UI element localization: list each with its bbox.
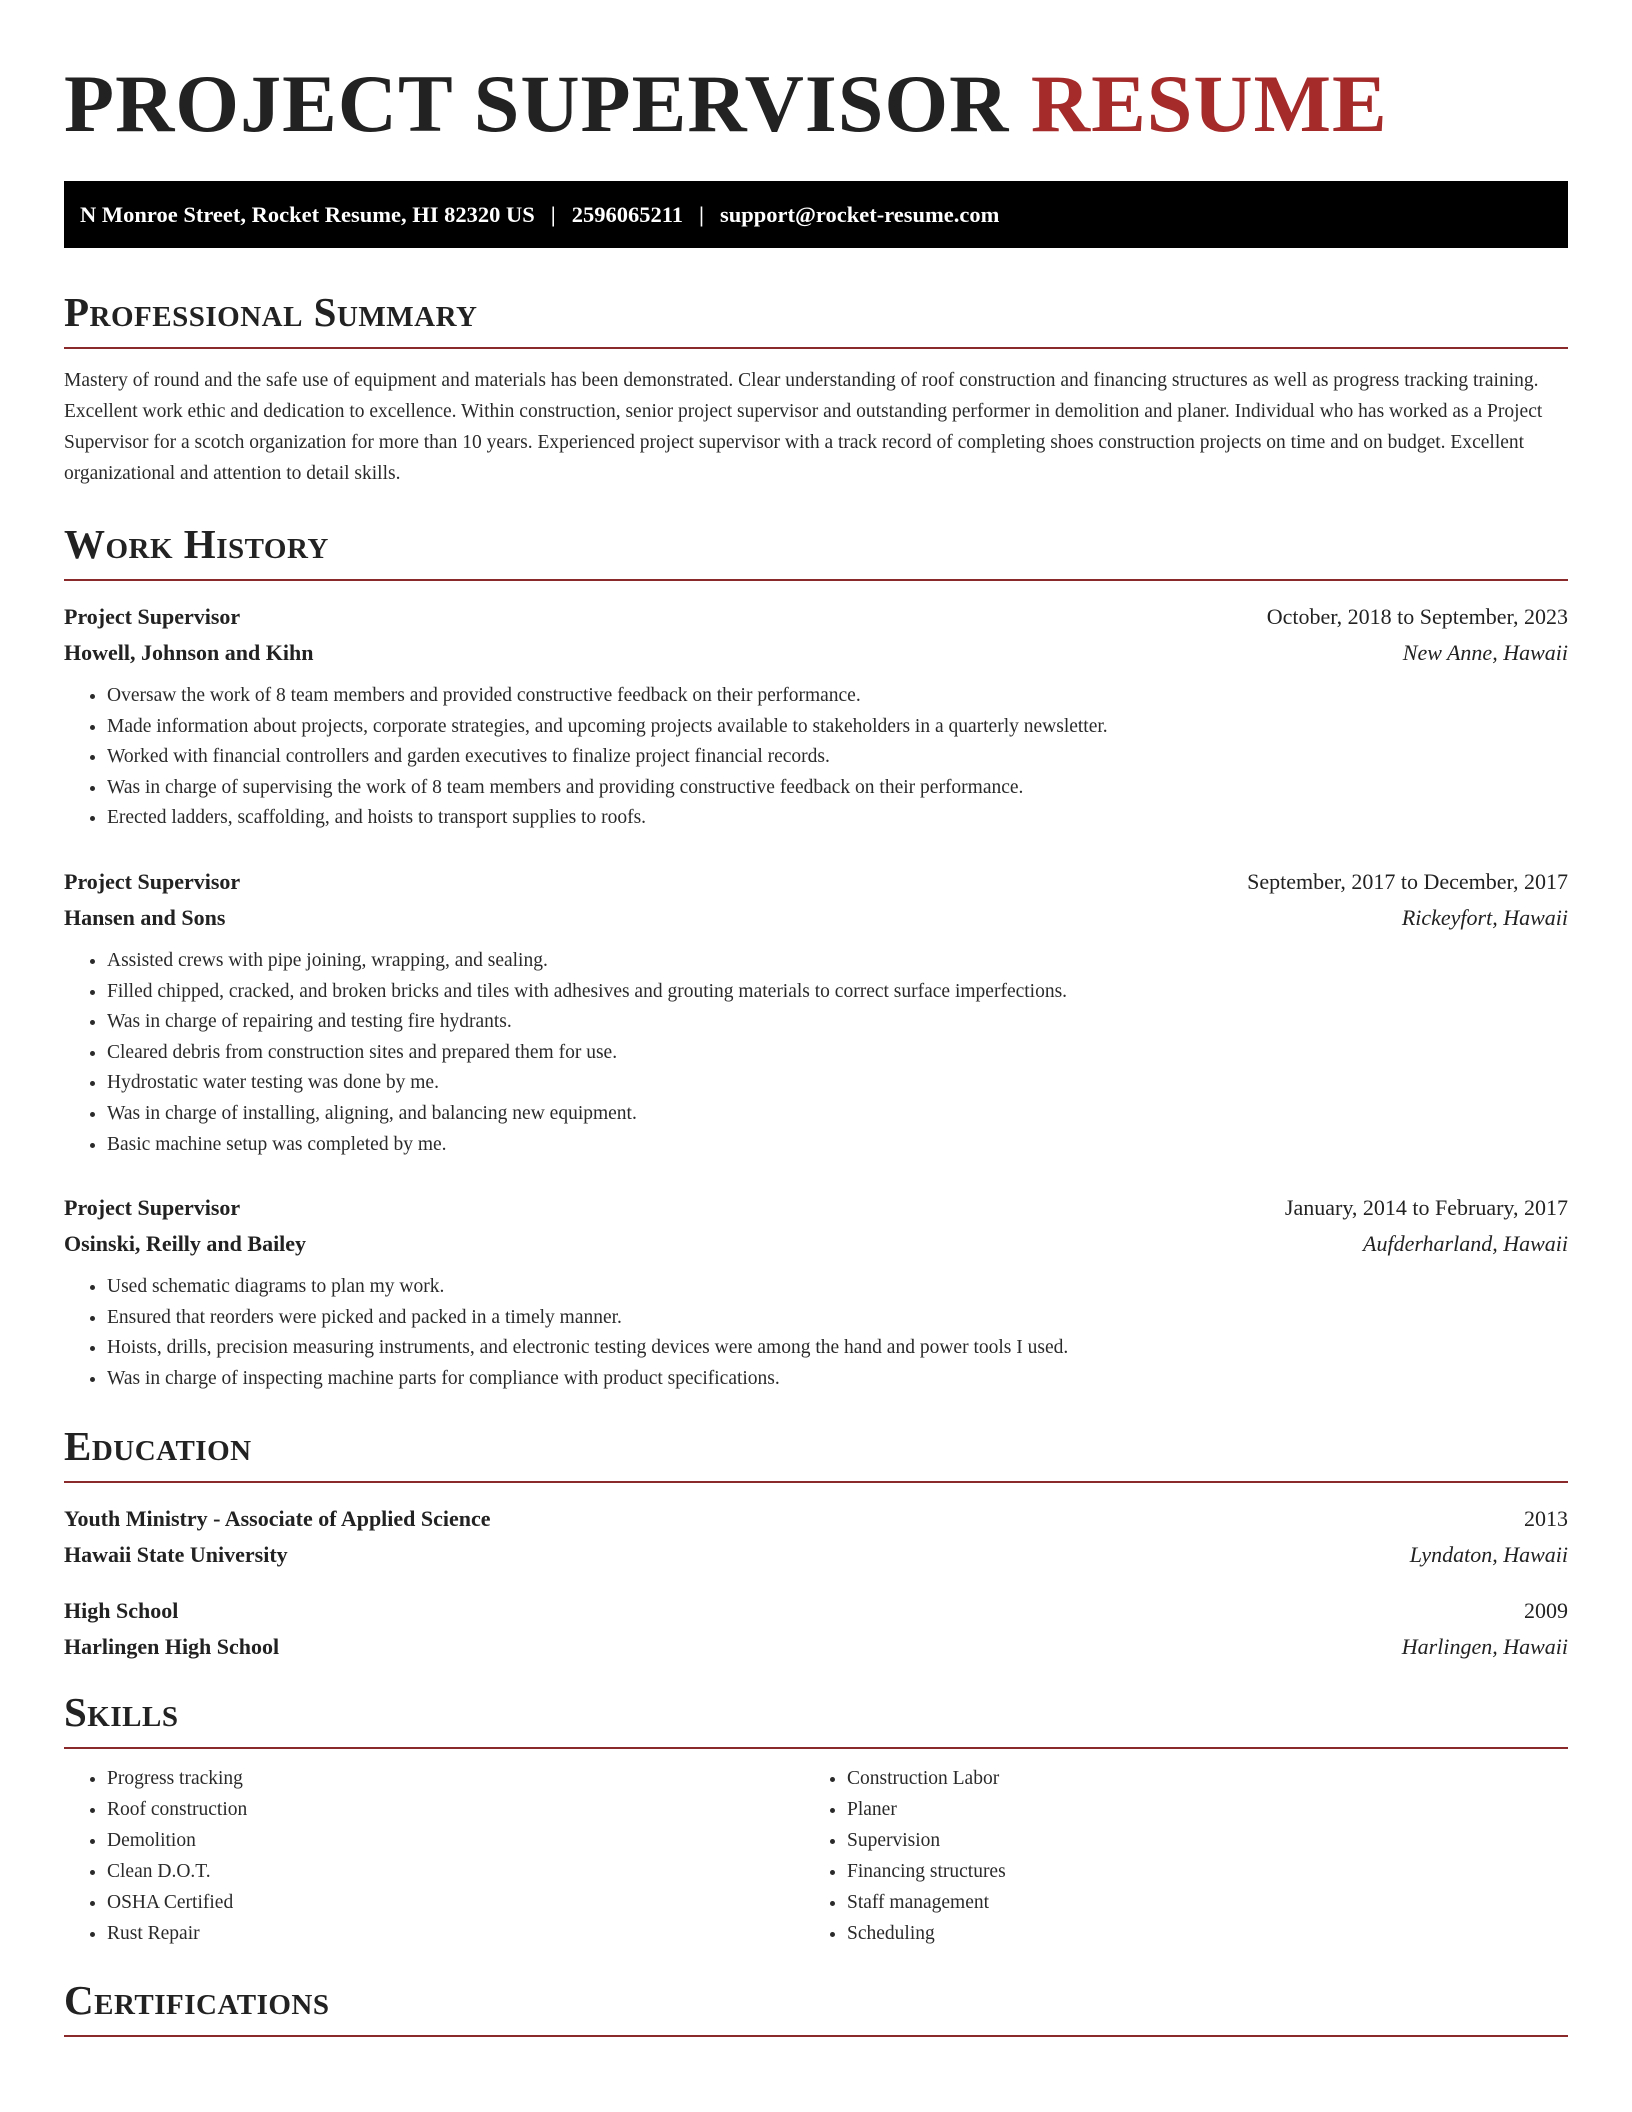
- contact-email: support@rocket-resume.com: [719, 201, 1000, 227]
- resume-title: [64, 0, 1568, 150]
- education-year: 2009: [1524, 1597, 1568, 1623]
- certifications-section: [64, 1975, 1568, 2037]
- job-location: Aufderharland, Hawaii: [1363, 1231, 1568, 1257]
- list-item: • Was in charge of supervising the work of 8 team members and providing constructive feedback on their performance.: [107, 773, 1568, 804]
- list-item: • Staff management: [847, 1887, 1006, 1918]
- title-accent: RESUME: [1030, 58, 1388, 149]
- skills-heading: Skills: [64, 1688, 179, 1735]
- certifications-heading: Certifications: [64, 1976, 330, 2023]
- job-location: New Anne, Hawaii: [1402, 640, 1568, 665]
- section-divider: [64, 2035, 1568, 2037]
- skills-column-left: [64, 1763, 804, 1949]
- job-entry: [64, 1190, 1568, 1394]
- list-item: • Erected ladders, scaffolding, and hoists to transport supplies to roofs.: [107, 803, 1568, 834]
- contact-separator: |: [698, 201, 704, 227]
- job-duties-list: [64, 1272, 1568, 1394]
- list-item: • Was in charge of inspecting machine parts for compliance with product specifications.: [107, 1364, 1568, 1395]
- work-history-section: [64, 519, 1568, 1395]
- summary-text: Mastery of round and the safe use of equipment and materials has been demonstrated. Clear understanding of roof construction and financing structures as well as progress tracking training. Excellent work ethic and dedication to excellence. Within construction, senior project supervisor and outstanding performer in demolition and planer. Individual who has worked as a Project Supervisor for a scotch organization for more than 10 years. Experienced project supervisor with a track record of completing shoes construction projects on time and on budget. Excellent organizational and attention to detail skills.: [64, 370, 1543, 484]
- education-entry: [64, 1593, 1568, 1665]
- job-location: Rickeyfort, Hawaii: [1401, 904, 1568, 930]
- job-title: Project Supervisor: [64, 868, 241, 894]
- list-item: • Basic machine setup was completed by me.: [107, 1130, 1568, 1161]
- contact-separator: |: [550, 201, 556, 227]
- job-duties-list: [64, 681, 1568, 834]
- list-item: • Scheduling: [847, 1918, 1006, 1949]
- education-section: [64, 1421, 1568, 1665]
- education-entry: [64, 1501, 1568, 1573]
- skills-list: [64, 1763, 1568, 1949]
- list-item: • Roof construction: [107, 1794, 804, 1825]
- list-item: • Demolition: [107, 1825, 804, 1856]
- section-divider: [64, 1481, 1568, 1483]
- job-entry: [64, 599, 1568, 834]
- job-dates: October, 2018 to September, 2023: [1266, 604, 1568, 629]
- list-item: • Worked with financial controllers and garden executives to finalize project financial records.: [107, 742, 1568, 773]
- section-divider: [64, 347, 1568, 349]
- education-school: Harlingen High School: [64, 1633, 280, 1659]
- job-company: Osinski, Reilly and Bailey: [64, 1231, 307, 1257]
- list-item: • Assisted crews with pipe joining, wrapping, and sealing.: [107, 946, 1568, 977]
- list-item: • Used schematic diagrams to plan my work.: [107, 1272, 1568, 1303]
- job-title: Project Supervisor: [64, 1195, 241, 1221]
- job-title: Project Supervisor: [64, 604, 241, 629]
- contact-bar: [64, 181, 1568, 248]
- contact-phone: 2596065211: [571, 201, 683, 227]
- education-school: Hawaii State University: [64, 1541, 288, 1567]
- list-item: • OSHA Certified: [107, 1887, 804, 1918]
- job-company: Howell, Johnson and Kihn: [64, 640, 314, 665]
- skills-column-right: [804, 1763, 1006, 1949]
- contact-address: N Monroe Street, Rocket Resume, HI 82320 US: [80, 201, 535, 227]
- list-item: • Oversaw the work of 8 team members and provided constructive feedback on their performance.: [107, 681, 1568, 712]
- list-item: • Construction Labor: [847, 1763, 1006, 1794]
- list-item: • Filled chipped, cracked, and broken bricks and tiles with adhesives and grouting materials to correct surface imperfections.: [107, 977, 1568, 1008]
- list-item: • Supervision: [847, 1825, 1006, 1856]
- list-item: • Planer: [847, 1794, 1006, 1825]
- job-dates: January, 2014 to February, 2017: [1284, 1195, 1568, 1221]
- job-entry: [64, 864, 1568, 1160]
- list-item: • Ensured that reorders were picked and packed in a timely manner.: [107, 1303, 1568, 1334]
- education-location: Harlingen, Hawaii: [1401, 1633, 1568, 1659]
- skills-section: [64, 1687, 1568, 1949]
- list-item: • Rust Repair: [107, 1918, 804, 1949]
- list-item: • Was in charge of installing, aligning, and balancing new equipment.: [107, 1099, 1568, 1130]
- job-duties-list: [64, 946, 1568, 1160]
- summary-heading: Professional Summary: [64, 289, 478, 335]
- section-divider: [64, 579, 1568, 581]
- education-location: Lyndaton, Hawaii: [1409, 1541, 1568, 1567]
- job-dates: September, 2017 to December, 2017: [1247, 868, 1568, 894]
- list-item: • Financing structures: [847, 1856, 1006, 1887]
- list-item: • Hoists, drills, precision measuring instruments, and electronic testing devices were among the hand and power tools I used.: [107, 1333, 1568, 1364]
- list-item: • Clean D.O.T.: [107, 1856, 804, 1887]
- education-degree: High School: [64, 1597, 179, 1623]
- work-history-heading: Work History: [64, 521, 329, 567]
- education-heading: Education: [64, 1422, 252, 1469]
- list-item: • Made information about projects, corporate strategies, and upcoming projects available to stakeholders in a quarterly newsletter.: [107, 712, 1568, 743]
- education-year: 2013: [1524, 1505, 1568, 1531]
- job-company: Hansen and Sons: [64, 904, 226, 930]
- section-divider: [64, 1747, 1568, 1749]
- list-item: • Progress tracking: [107, 1763, 804, 1794]
- list-item: • Was in charge of repairing and testing fire hydrants.: [107, 1007, 1568, 1038]
- list-item: • Cleared debris from construction sites and prepared them for use.: [107, 1038, 1568, 1069]
- list-item: • Hydrostatic water testing was done by me.: [107, 1068, 1568, 1099]
- title-main: PROJECT SUPERVISOR: [64, 58, 1010, 149]
- summary-section: [64, 287, 1568, 489]
- education-degree: Youth Ministry - Associate of Applied Science: [64, 1505, 491, 1531]
